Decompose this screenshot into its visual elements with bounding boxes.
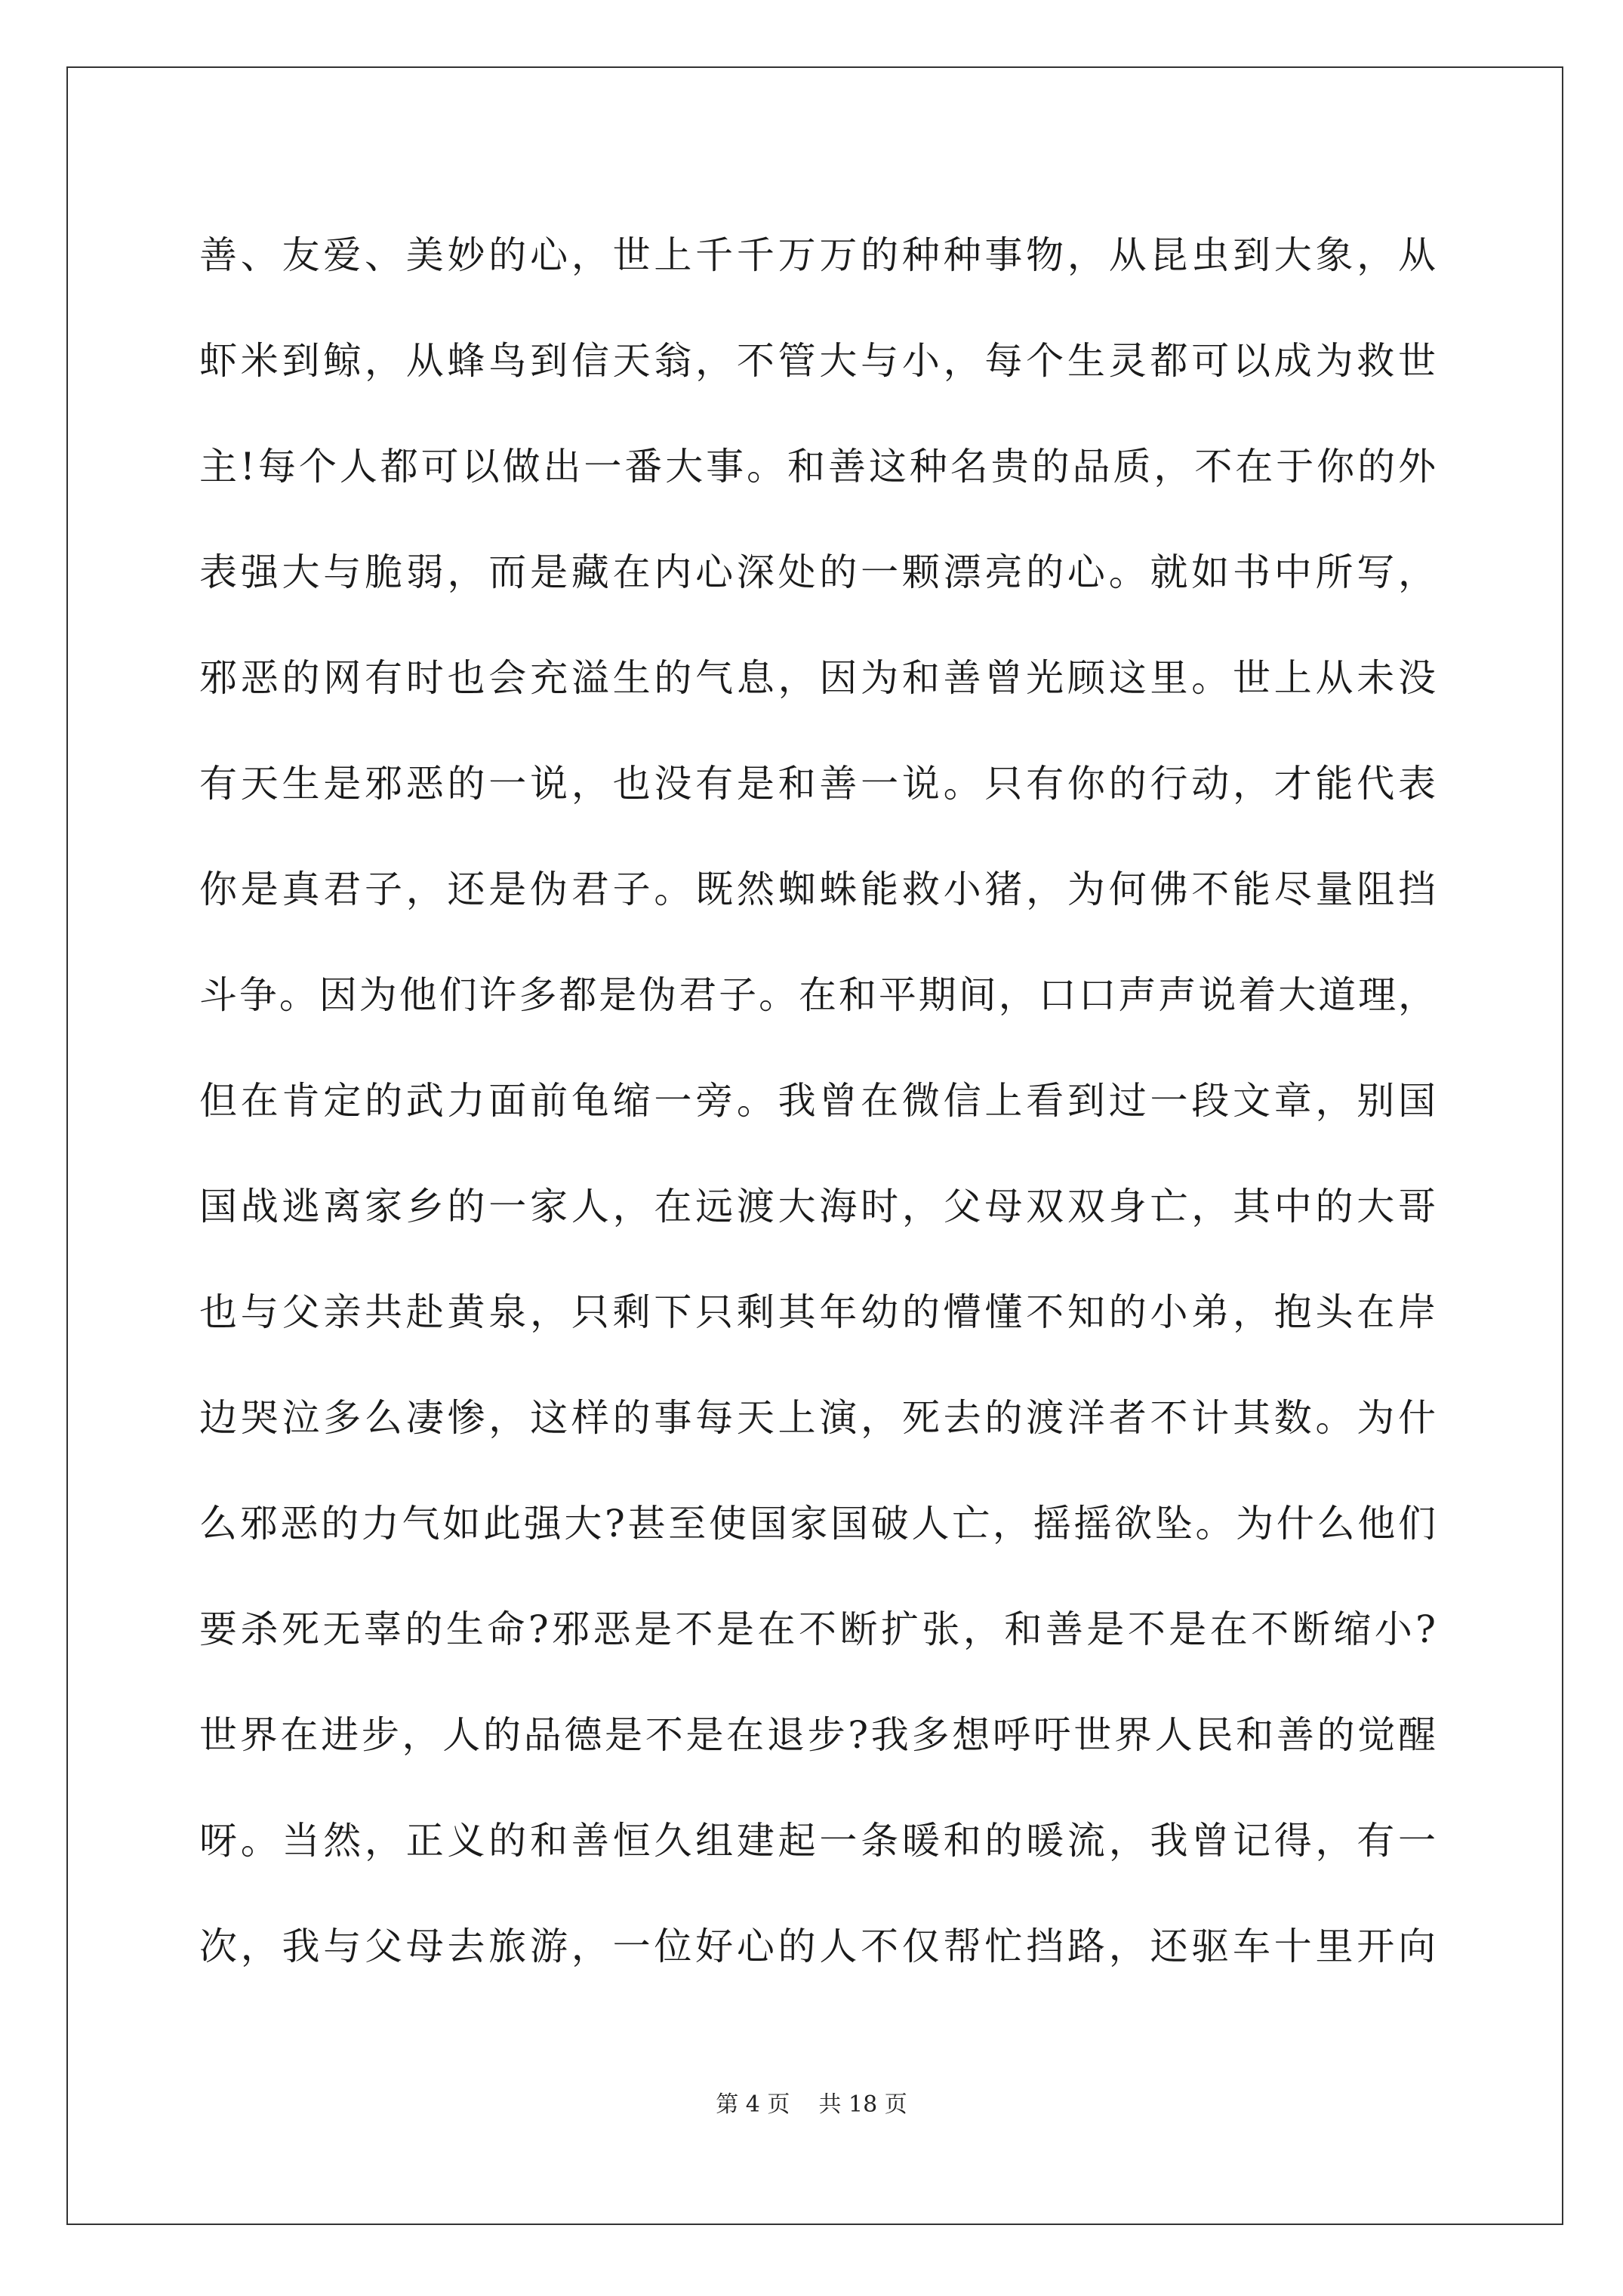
text-line: 国战逃离家乡的一家人，在远渡大海时，父母双双身亡，其中的大哥 xyxy=(199,1185,1437,1228)
text-line: 次，我与父母去旅游，一位好心的人不仅帮忙挡路，还驱车十里开向 xyxy=(199,1925,1437,1968)
text-line: 表强大与脆弱，而是藏在内心深处的一颗漂亮的心。就如书中所写， xyxy=(199,550,1437,594)
page-footer xyxy=(0,2085,1623,2119)
text-line: 世界在进步，人的品德是不是在退步?我多想呼吁世界人民和善的觉醒 xyxy=(199,1713,1437,1757)
document-body xyxy=(199,202,1437,1999)
text-line: 要杀死无辜的生命?邪恶是不是在不断扩张，和善是不是在不断缩小? xyxy=(199,1607,1437,1651)
text-line: 但在肯定的武力面前龟缩一旁。我曾在微信上看到过一段文章，别国 xyxy=(199,1079,1437,1123)
text-line: 么邪恶的力气如此强大?甚至使国家国破人亡，摇摇欲坠。为什么他们 xyxy=(199,1502,1437,1546)
page-number: 第 4 页 共 18 页 xyxy=(716,2091,907,2118)
text-line: 邪恶的网有时也会充溢生的气息，因为和善曾光顾这里。世上从未没 xyxy=(199,656,1437,700)
text-line: 边哭泣多么凄惨，这样的事每天上演，死去的渡洋者不计其数。为什 xyxy=(199,1396,1437,1440)
text-line: 你是真君子，还是伪君子。既然蜘蛛能救小猪，为何佛不能尽量阻挡 xyxy=(199,868,1437,911)
text-line: 善、友爱、美妙的心，世上千千万万的种种事物，从昆虫到大象，从 xyxy=(199,233,1437,277)
text-line: 主!每个人都可以做出一番大事。和善这种名贵的品质，不在于你的外 xyxy=(199,445,1437,488)
text-line: 虾米到鲸，从蜂鸟到信天翁，不管大与小，每个生灵都可以成为救世 xyxy=(199,339,1437,383)
text-line: 呀。当然，正义的和善恒久组建起一条暖和的暖流，我曾记得，有一 xyxy=(199,1819,1437,1863)
text-line: 有天生是邪恶的一说，也没有是和善一说。只有你的行动，才能代表 xyxy=(199,762,1437,806)
text-line: 也与父亲共赴黄泉，只剩下只剩其年幼的懵懂不知的小弟，抱头在岸 xyxy=(199,1290,1437,1334)
text-line: 斗争。因为他们许多都是伪君子。在和平期间，口口声声说着大道理， xyxy=(199,973,1437,1017)
